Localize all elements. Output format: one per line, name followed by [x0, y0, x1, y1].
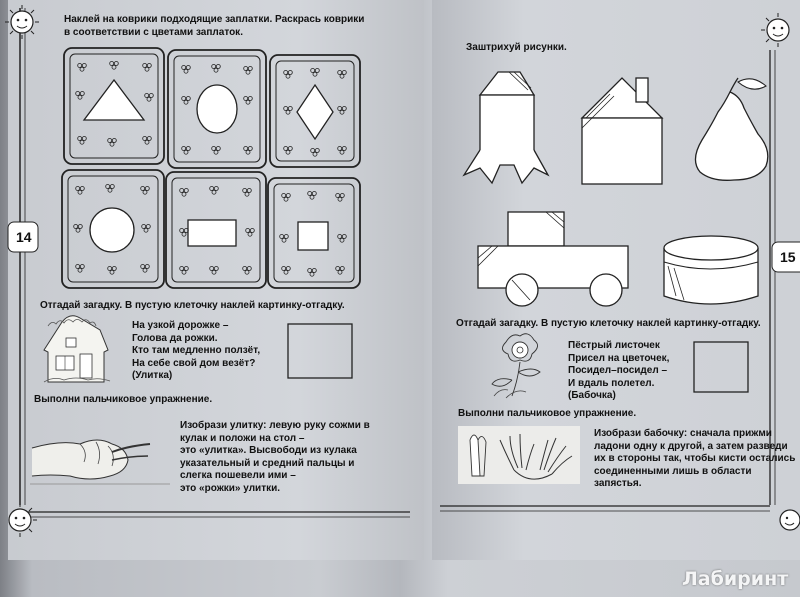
- sun-icon: [9, 503, 37, 537]
- exercise-text: Изобрази бабочку: сначала прижми ладони одну к другой, а затем разведи их в стороны так, чтобы кисти остались соединенными лишь в области запястья.: [594, 428, 796, 489]
- page-number: 14: [16, 229, 32, 245]
- round-box-drawing: [664, 236, 758, 304]
- rug-circle: [62, 170, 164, 288]
- rug-oval: [168, 50, 266, 168]
- sun-icon: [780, 510, 800, 530]
- exercise-title: Выполни пальчиковое упражнение.: [34, 394, 213, 405]
- task-instruction: Заштрихуй рисунки.: [466, 42, 567, 53]
- answer-box-right: [694, 342, 748, 392]
- butterfly-hands-illustration: [458, 426, 580, 484]
- rug-triangle: [64, 48, 164, 164]
- house-drawing: [582, 78, 662, 184]
- answer-box-left: [288, 324, 352, 378]
- watermark-logo: Лабиринт: [682, 568, 789, 590]
- riddle-text: На узкой дорожке – Голова да рожки. Кто там медленно ползёт, На себе свой дом везёт? (Улитка): [132, 320, 261, 381]
- rocket-drawing: [464, 72, 548, 183]
- riddle-text: Пёстрый листочек Присел на цветочек, Посидел–посидел – И вдаль полетел. (Бабочка): [568, 340, 670, 401]
- rug-rectangle: [166, 172, 266, 288]
- house-illustration: [44, 316, 110, 382]
- sun-icon: [761, 13, 789, 47]
- riddle-instruction: Отгадай загадку. В пустую клеточку наклей картинку-отгадку.: [456, 318, 761, 329]
- exercise-title: Выполни пальчиковое упражнение.: [458, 408, 637, 419]
- sun-icon: [5, 5, 39, 39]
- exercise-text: Изобрази улитку: левую руку сожми в кулак и положи на стол – это «улитка». Высвободи из кулака указательный и средний пальцы и слегка пошевели ими – это «рожки» улитки.: [180, 420, 370, 494]
- riddle-instruction: Отгадай загадку. В пустую клеточку наклей картинку-отгадку.: [40, 300, 345, 311]
- truck-drawing: [478, 212, 628, 306]
- rug-diamond: [270, 55, 360, 167]
- task-instruction: Наклей на коврики подходящие заплатки. Раскрась коврики в соответствии с цветами заплаток.: [64, 14, 365, 38]
- pear-drawing: [695, 78, 767, 180]
- flower-illustration: [492, 334, 540, 398]
- snail-hand-illustration: [30, 440, 170, 484]
- rug-square: [268, 178, 360, 288]
- page-number: 15: [780, 249, 796, 265]
